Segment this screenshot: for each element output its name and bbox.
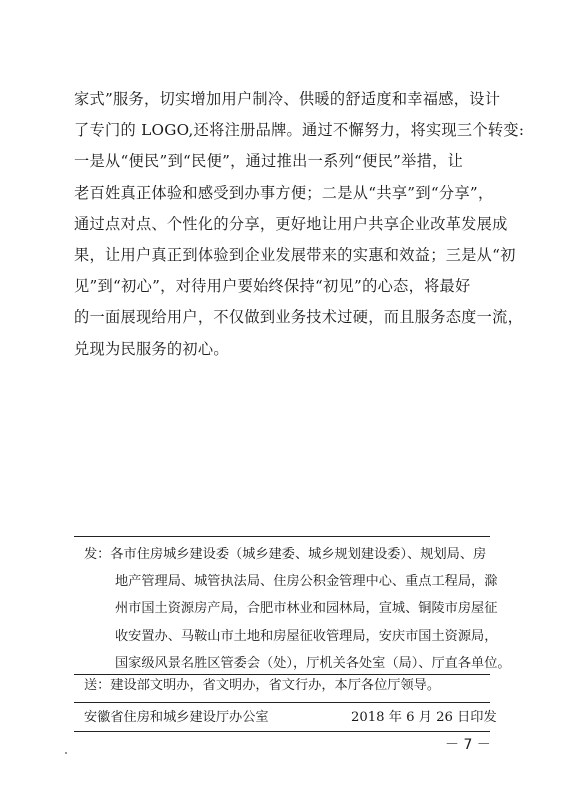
body-line: 的一面展现给用户，不仅做到业务技术过硬，而且服务态度一流， — [74, 308, 524, 327]
divider-bottom — [74, 731, 490, 732]
issuer: 安徽省住房和城乡建设厅办公室 — [84, 710, 269, 725]
body-line: 见”到“初心”，对待用户要始终保持“初见”的心态，将最好 — [74, 277, 471, 296]
body-line: 家式”服务，切实增加用户制冷、供暖的舒适度和幸福感，设计 — [74, 90, 501, 108]
distribution-line: 发：各市住房城乡建设委（城乡建委、城乡规划建设委）、规划局、房 — [84, 547, 487, 562]
page-number: － 7 － — [445, 737, 491, 753]
distribution-line: 州市国土资源房产局，合肥市林业和园林局，宣城、铜陵市房屋征 — [115, 601, 498, 617]
body-line: 兑现为民服务的初心。 — [74, 339, 229, 358]
body-paragraph — [74, 84, 525, 365]
cc-line: 送：建设部文明办，省文明办，省文行办，本厅各位厅领导。 — [84, 678, 441, 693]
divider-top — [74, 536, 490, 537]
distribution-line: 国家级风景名胜区管委会（处），厅机关各处室（局）、厅直各单位。 — [115, 655, 511, 671]
body-line: 通过点对点、个性化的分享，更好地让用户共享企业改革发展成 — [74, 214, 508, 233]
distribution-line: 地产管理局、城管执法局、住房公积金管理中心、重点工程局，滁 — [115, 574, 498, 590]
distribution-list — [84, 541, 511, 677]
body-line: 老百姓真正体验和感受到办事方便；二是从“共享”到“分享”， — [74, 183, 494, 202]
scan-speck — [65, 752, 67, 754]
distribution-line: 收安置办、马鞍山市土地和房屋征收管理局，安庆市国土资源局， — [115, 628, 498, 644]
issue-date: 2018 年 6 月 26 日印发 — [351, 710, 497, 725]
body-line: 了专门的 LOGO,还将注册品牌。通过不懈努力，将实现三个转变: — [74, 121, 525, 140]
divider-issuer — [74, 702, 490, 703]
body-line: 果，让用户真正到体验到企业发展带来的实惠和效益；三是从“初 — [74, 246, 516, 265]
body-line: 一是从“便民”到“民便”，通过推出一系列“便民”举措，让 — [74, 152, 464, 171]
